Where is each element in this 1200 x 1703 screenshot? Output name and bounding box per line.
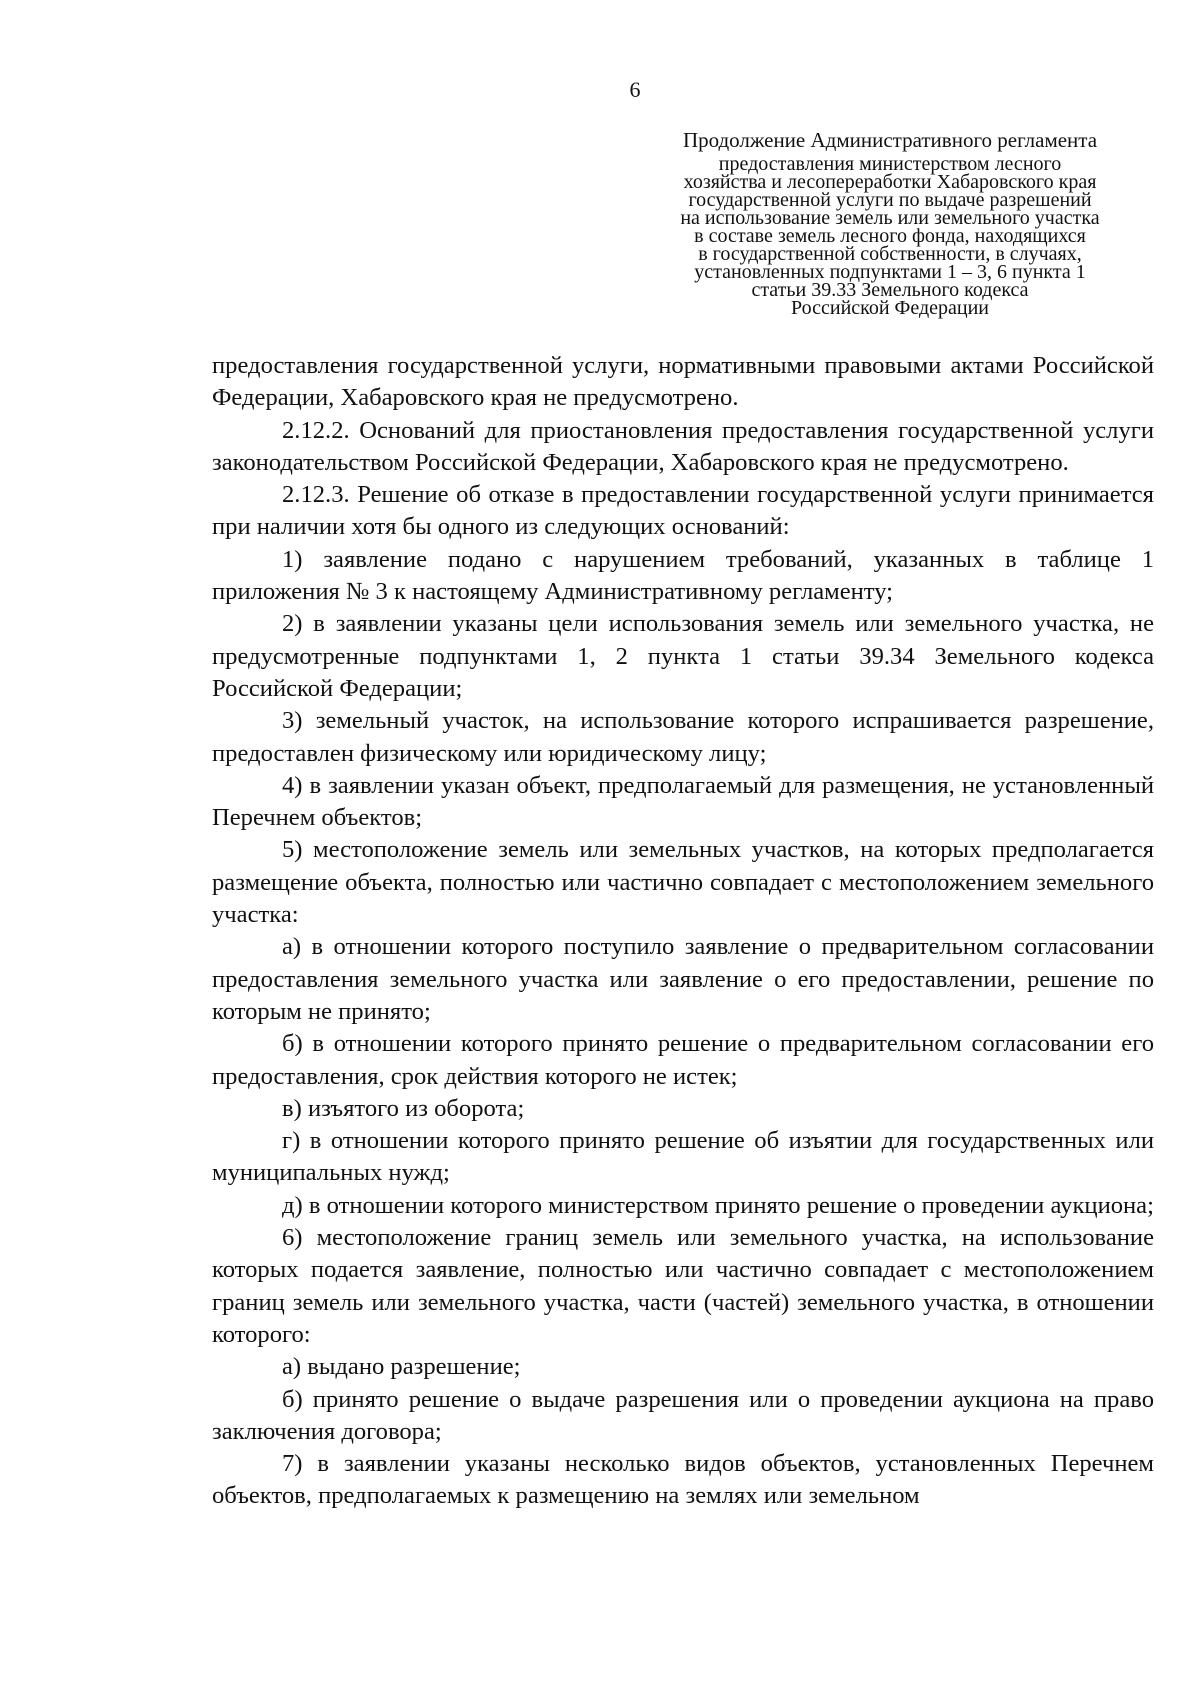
paragraph-2-12-2: 2.12.2. Оснований для приостановления предоставления государственной услуги законодательством Российской Федерации, Хабаровского края не предусмотрено.	[212, 416, 1154, 476]
list-item-2: 2) в заявлении указаны цели использования земель или земельного участка, не предусмотренные подпунктами 1, 2 пункта 1 статьи 39.34 Земельного кодекса Российской Федерации;	[212, 610, 1154, 702]
sub-item-5a: а) в отношении которого поступило заявление о предварительном согласовании предоставления земельного участка или заявление о его предоставлении, решение по которым не принято;	[212, 933, 1154, 1025]
paragraph-continuation: предоставления государственной услуги, нормативными правовыми актами Российской Федерации, Хабаровского края не предусмотрено.	[212, 352, 1154, 412]
header-title: Продолжение Административного регламента	[682, 128, 1098, 152]
list-item-1: 1) заявление подано с нарушением требований, указанных в таблице 1 приложения № 3 к настоящему Административному регламенту;	[212, 545, 1154, 606]
sub-item-5g: г) в отношении которого принято решение об изъятии для государственных или муниципальных нужд;	[212, 1127, 1154, 1187]
sub-item-5d: д) в отношении которого министерством принято решение о проведении аукциона;	[282, 1191, 1154, 1219]
header-line: хозяйства и лесопереработки Хабаровского края	[683, 171, 1097, 193]
list-item-7: 7) в заявлении указаны несколько видов объектов, установленных Перечнем объектов, предполагаемых к размещению на землях или земельном	[212, 1450, 1154, 1510]
header-line: на использование земель или земельного участка	[680, 207, 1100, 229]
page-number: 6	[629, 77, 641, 102]
header-line: государственной услуги по выдаче разрешений	[688, 189, 1092, 211]
list-item-6: 6) местоположение границ земель или земельного участка, на использование которых подается заявление, полностью или частично совпадает с местоположением границ земель или земельного участка, части (частей) земельного участка, в отношении которого:	[212, 1224, 1154, 1348]
sub-item-6a: а) выдано разрешение;	[282, 1353, 521, 1381]
document-header	[640, 125, 1140, 317]
paragraph-2-12-3: 2.12.3. Решение об отказе в предоставлении государственной услуги принимается при наличии хотя бы одного из следующих оснований:	[212, 481, 1154, 541]
sub-item-5b: б) в отношении которого принято решение о предварительном согласовании его предоставления, срок действия которого не истек;	[212, 1030, 1154, 1090]
sub-item-5v: в) изъятого из оборота;	[282, 1094, 525, 1122]
header-line: предоставления министерством лесного	[718, 153, 1062, 175]
sub-item-6b: б) принято решение о выдаче разрешения или о проведении аукциона на право заключения договора;	[212, 1385, 1154, 1445]
list-item-3: 3) земельный участок, на использование которого испрашивается разрешение, предоставлен физическому или юридическому лицу;	[212, 707, 1154, 767]
header-line: в составе земель лесного фонда, находящихся	[694, 225, 1086, 247]
header-line: статьи 39.33 Земельного кодекса	[751, 279, 1029, 301]
header-line: Российской Федерации	[790, 297, 990, 319]
document-body	[212, 350, 1154, 1513]
list-item-4: 4) в заявлении указан объект, предполагаемый для размещения, не установленный Перечнем объектов;	[212, 771, 1154, 832]
header-line: в государственной собственности, в случаях,	[698, 243, 1082, 265]
list-item-5: 5) местоположение земель или земельных участков, на которых предполагается размещение объекта, полностью или частично совпадает с местоположением земельного участка:	[212, 836, 1154, 929]
header-line: установленных подпунктами 1 – 3, 6 пункта 1	[694, 261, 1086, 283]
